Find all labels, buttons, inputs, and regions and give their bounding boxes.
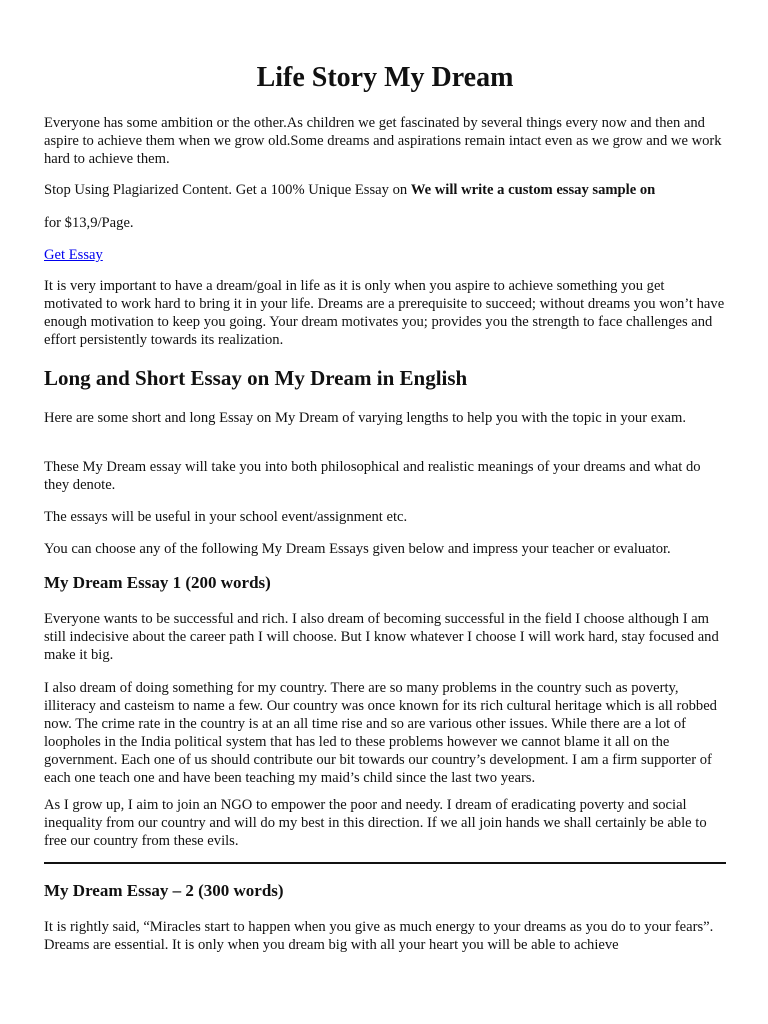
essay1-paragraph: Everyone wants to be successful and rich. I also dream of becoming successful in the field I choose although I am still indecisive about the career path I will choose. But I know whatever I choose I will work hard, stay focused and make it big. — [44, 611, 719, 663]
importance-paragraph: It is very important to have a dream/goal in life as it is only when you aspire to achieve something you get motivated to work hard to bring it in your life. Dreams are a prerequisite to succeed; without dreams you won’t have enough motivation to keep you going. Your dream motivates you; provides you the strength to face challenges and effort persistently towards its realization. — [44, 278, 725, 348]
get-essay-link[interactable]: Get Essay — [44, 247, 103, 263]
section-paragraph: These My Dream essay will take you into both philosophical and realistic meanings of your dreams and what do they denote. — [44, 459, 701, 493]
essay1-paragraph: As I grow up, I aim to join an NGO to empower the poor and needy. I dream of eradicating poverty and social inequality from our country and will do my best in this direction. If we all join hands we shall certainly be able to free our country from these evils. — [44, 797, 707, 849]
promo-price: for $13,9/Page. — [44, 215, 134, 231]
promo-line — [44, 181, 726, 199]
section-divider — [44, 862, 726, 864]
essay2-paragraph: It is rightly said, “Miracles start to happen when you give as much energy to your dreams as you do to your fears”. Dreams are essential. It is only when you dream big with all your heart you will be able to achieve — [44, 919, 714, 953]
get-essay-row — [44, 246, 726, 264]
section-paragraph: You can choose any of the following My Dream Essays given below and impress your teacher or evaluator. — [44, 541, 671, 557]
promo-prefix: Stop Using Plagiarized Content. Get a 100% Unique Essay on — [44, 182, 411, 198]
intro-paragraph: Everyone has some ambition or the other.As children we get fascinated by several things every now and then and aspire to achieve them when we grow old.Some dreams and aspirations remain intact even as we grow and we work hard to achieve them. — [44, 115, 722, 167]
essay1-heading: My Dream Essay 1 (200 words) — [44, 573, 271, 592]
section-paragraph: Here are some short and long Essay on My Dream of varying lengths to help you with the topic in your exam. — [44, 410, 686, 426]
page-title: Life Story My Dream — [256, 62, 514, 93]
section-heading: Long and Short Essay on My Dream in English — [44, 366, 468, 390]
promo-bold-text: We will write a custom essay sample on — [410, 182, 656, 198]
section-paragraph: The essays will be useful in your school event/assignment etc. — [44, 509, 408, 525]
essay2-heading: My Dream Essay – 2 (300 words) — [44, 881, 284, 900]
essay1-paragraph: I also dream of doing something for my country. There are so many problems in the country such as poverty, illiteracy and casteism to name a few. Our country was once known for its rich cultural heritage which is all robbed now. The crime rate in the country is at an all time rise and so are various other issues. While there are a lot of loopholes in the India political system that has led to these problems however we cannot blame it all on the government. Each one of us should contribute our bit towards our country’s development. I am a firm supporter of each one teach one and have been teaching my maid’s child since the last two years. — [44, 680, 717, 786]
